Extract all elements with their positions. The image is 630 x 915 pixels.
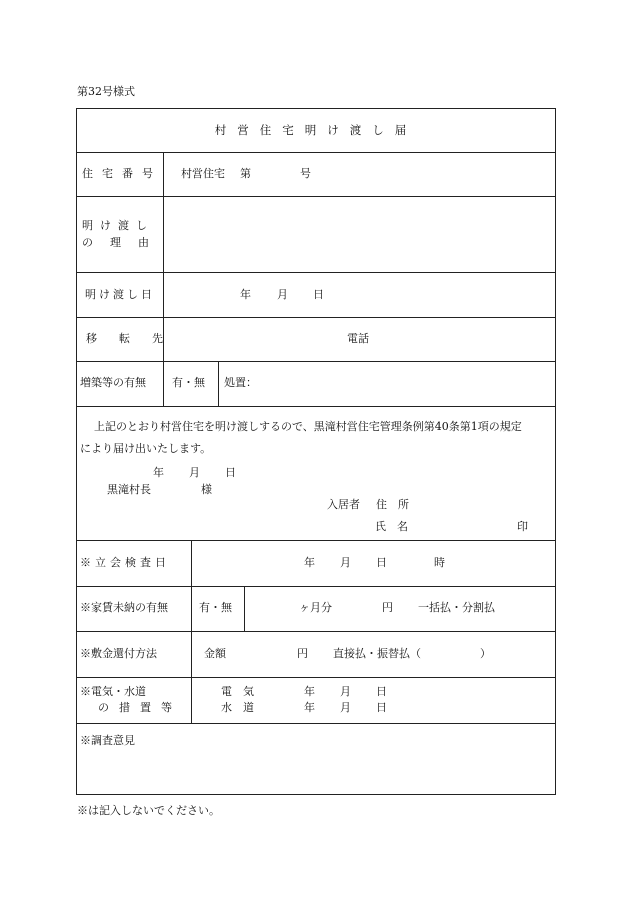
- water-day: 日: [376, 701, 387, 714]
- column-divider: [163, 152, 164, 406]
- form-title: 村営住宅明け渡し届: [214, 123, 418, 137]
- water-month: 月: [340, 701, 351, 714]
- mayor-sama: 様: [201, 483, 212, 496]
- column-divider: [191, 540, 192, 723]
- mayor-label: 黒滝村長: [107, 483, 151, 496]
- declaration-month: 月: [189, 466, 200, 479]
- electric-day: 日: [376, 685, 387, 698]
- utilities-label-line1: ※電気・水道: [80, 685, 146, 698]
- unpaid-rent-months: ヶ月分: [299, 601, 332, 614]
- row-divider: [76, 586, 556, 587]
- declaration-year: 年: [153, 466, 164, 479]
- vacate-year: 年: [240, 288, 251, 301]
- unpaid-rent-payment: 一括払・分割払: [418, 601, 495, 614]
- address-label: 住 所: [376, 498, 409, 511]
- declaration-day: 日: [225, 466, 236, 479]
- row-divider: [76, 361, 556, 362]
- reason-label-line2: の理由: [82, 236, 166, 249]
- unpaid-rent-choice: 有・無: [199, 601, 232, 614]
- electric-year: 年: [304, 685, 315, 698]
- column-divider: [218, 361, 219, 406]
- row-divider: [76, 723, 556, 724]
- row-divider: [76, 677, 556, 678]
- inspection-hour: 時: [434, 556, 445, 569]
- name-label: 氏 名: [375, 520, 408, 533]
- declaration-line2: により届け出いたします。: [80, 442, 212, 455]
- extension-choice: 有・無: [172, 376, 205, 389]
- declaration-line1: 上記のとおり村営住宅を明け渡しするので、黒滝村営住宅管理条例第40条第1項の規定: [94, 420, 522, 433]
- house-number-label: 住宅番号: [82, 167, 162, 180]
- destination-label: 移転先: [86, 332, 185, 345]
- reason-label-line1: 明け渡し: [82, 219, 154, 232]
- extension-label: 増築等の有無: [80, 376, 146, 389]
- deposit-yen: 円: [297, 647, 308, 660]
- inspection-day: 日: [376, 556, 387, 569]
- inspection-year: 年: [304, 556, 315, 569]
- row-divider: [76, 631, 556, 632]
- unpaid-rent-label: ※家賃未納の有無: [80, 601, 168, 614]
- unpaid-rent-yen: 円: [382, 601, 393, 614]
- electric-month: 月: [340, 685, 351, 698]
- footnote: ※は記入しないでください。: [77, 804, 220, 817]
- house-number-dai: 第: [240, 167, 251, 180]
- destination-phone: 電話: [347, 332, 369, 345]
- survey-label: ※調査意見: [80, 734, 135, 747]
- electric-label: 電 気: [221, 685, 254, 698]
- deposit-amount: 金額: [204, 647, 226, 660]
- inspection-label: ※立会検査日: [80, 556, 170, 569]
- inspection-month: 月: [340, 556, 351, 569]
- row-divider: [76, 317, 556, 318]
- deposit-close-paren: ）: [480, 647, 491, 660]
- utilities-label-line2: の措置等: [98, 701, 182, 714]
- water-label: 水 道: [221, 701, 254, 714]
- form-number-label: 第32号様式: [77, 85, 135, 98]
- row-divider: [76, 272, 556, 273]
- vacate-date-label: 明け渡し日: [85, 288, 155, 301]
- house-number-go: 号: [300, 167, 311, 180]
- seal-label: 印: [517, 520, 528, 533]
- vacate-month: 月: [277, 288, 288, 301]
- house-number-prefix: 村営住宅: [181, 167, 225, 180]
- row-divider: [76, 540, 556, 541]
- deposit-label: ※敷金還付方法: [80, 647, 157, 660]
- extension-disposal: 処置：: [224, 376, 257, 389]
- row-divider: [76, 196, 556, 197]
- water-year: 年: [304, 701, 315, 714]
- column-divider: [244, 586, 245, 631]
- resident-label: 入居者: [327, 498, 360, 511]
- vacate-day: 日: [313, 288, 324, 301]
- row-divider: [76, 406, 556, 407]
- row-divider: [76, 152, 556, 153]
- deposit-method: 直接払・振替払（: [333, 647, 421, 660]
